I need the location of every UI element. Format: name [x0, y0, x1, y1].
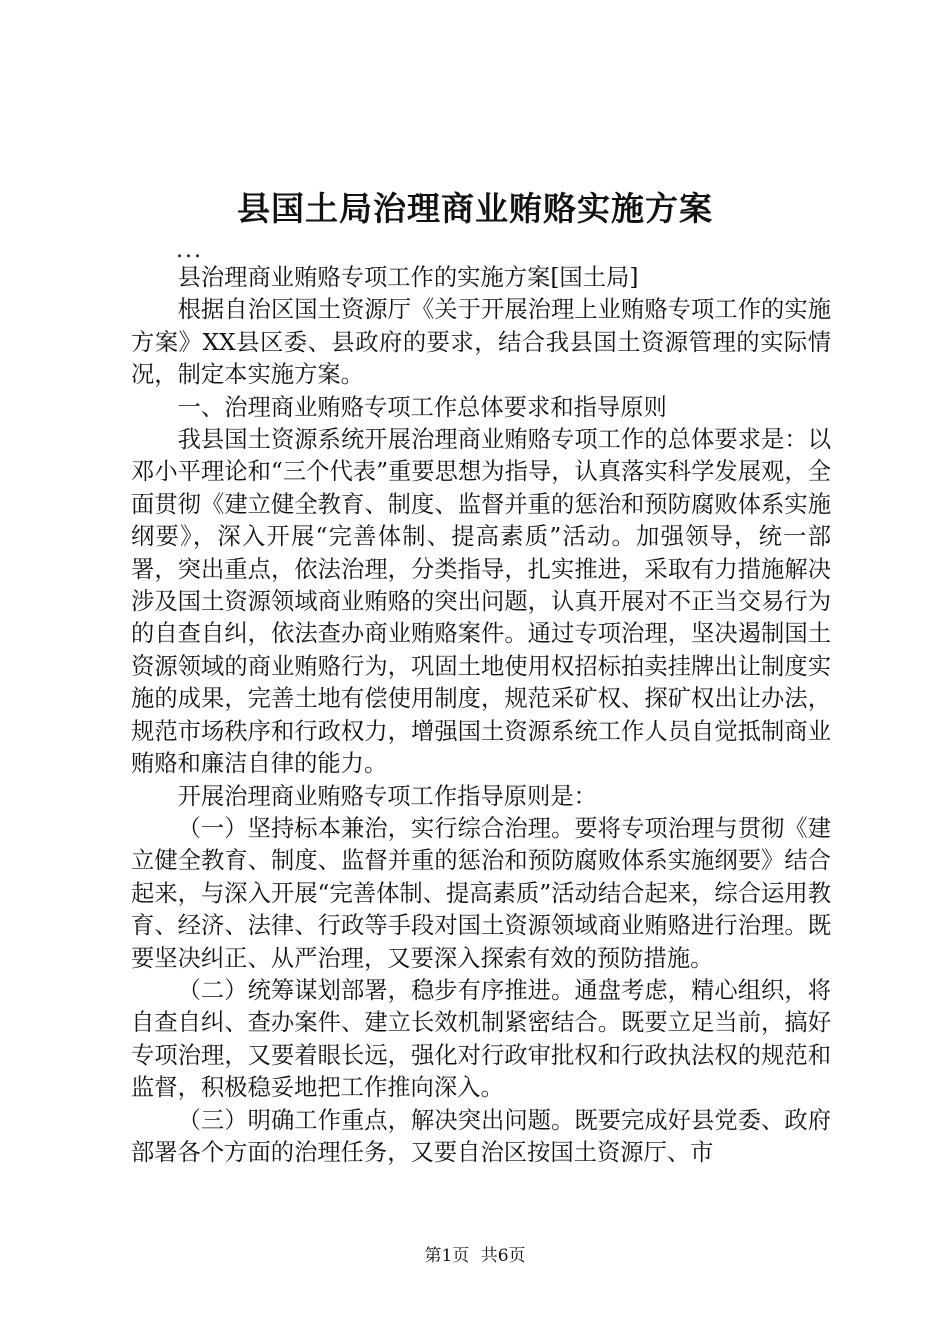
paragraph-basis: 根据自治区国土资源厅《关于开展治理上业贿赂专项工作的实施方案》XX县区委、县政府的要求，结合我县国土资源管理的实际情况，制定本实施方案。 — [131, 296, 831, 389]
paragraph-overall-requirements: 我县国土资源系统开展治理商业贿赂专项工作的总体要求是：以邓小平理论和“三个代表”重要思想为指导，认真落实科学发展观，全面贯彻《建立健全教育、制度、监督并重的惩治和预防腐败体系实施纲要》，深入开展“完善体制、提高素质”活动。加强领导，统一部署，突出重点，依法治理，分类指导，扎实推进，采取有力措施解决涉及国土资源领域商业贿赂的突出问题，认真开展对不正当交易行为的自查自纠，依法查办商业贿赂案件。通过专项治理，坚决遏制国土资源领域的商业贿赂行为，巩固土地使用权招标拍卖挂牌出让制度实施的成果，完善土地有偿使用制度，规范采矿权、探矿权出让办法，规范市场秩序和行政权力，增强国土资源系统工作人员自觉抵制商业贿赂和廉洁自律的能力。 — [131, 426, 831, 778]
paragraph-principle-2: （二）统筹谋划部署，稳步有序推进。通盘考虑，精心组织，将自查自纠、查办案件、建立长效机制紧密结合。既要立足当前，搞好专项治理，又要着眼长远，强化对行政审批权和行政执法权的规范和监督，积极稳妥地把工作推向深入。 — [131, 976, 831, 1102]
section-heading-1: 一、治理商业贿赂专项工作总体要求和指导原则 — [177, 393, 667, 421]
total-pages: 共6页 — [480, 1246, 526, 1266]
page-number: 第1页 — [424, 1246, 470, 1266]
paragraph-subtitle: 县治理商业贿赂专项工作的实施方案[国土局] — [177, 264, 639, 291]
document-body — [131, 262, 831, 1169]
paragraph-principle-1: （一）坚持标本兼治，实行综合治理。要将专项治理与贯彻《建立健全教育、制度、监督并重的惩治和预防腐败体系实施纲要》结合起来，与深入开展“完善体制、提高素质”活动结合起来，综合运用教育、经济、法律、行政等手段对国土资源领域商业贿赂进行治理。既要坚决纠正、从严治理，又要深入探索有效的预防措施。 — [131, 814, 831, 972]
paragraph-principles-intro: 开展治理商业贿赂专项工作指导原则是： — [177, 782, 597, 810]
document-title: 县国土局治理商业贿赂实施方案 — [237, 189, 713, 228]
ellipsis-mark: ... — [176, 238, 203, 263]
page-footer — [0, 1244, 950, 1268]
paragraph-principle-3: （三）明确工作重点，解决突出问题。既要完成好县党委、政府部署各个方面的治理任务，又要自治区按国土资源厅、市 — [131, 1106, 831, 1166]
